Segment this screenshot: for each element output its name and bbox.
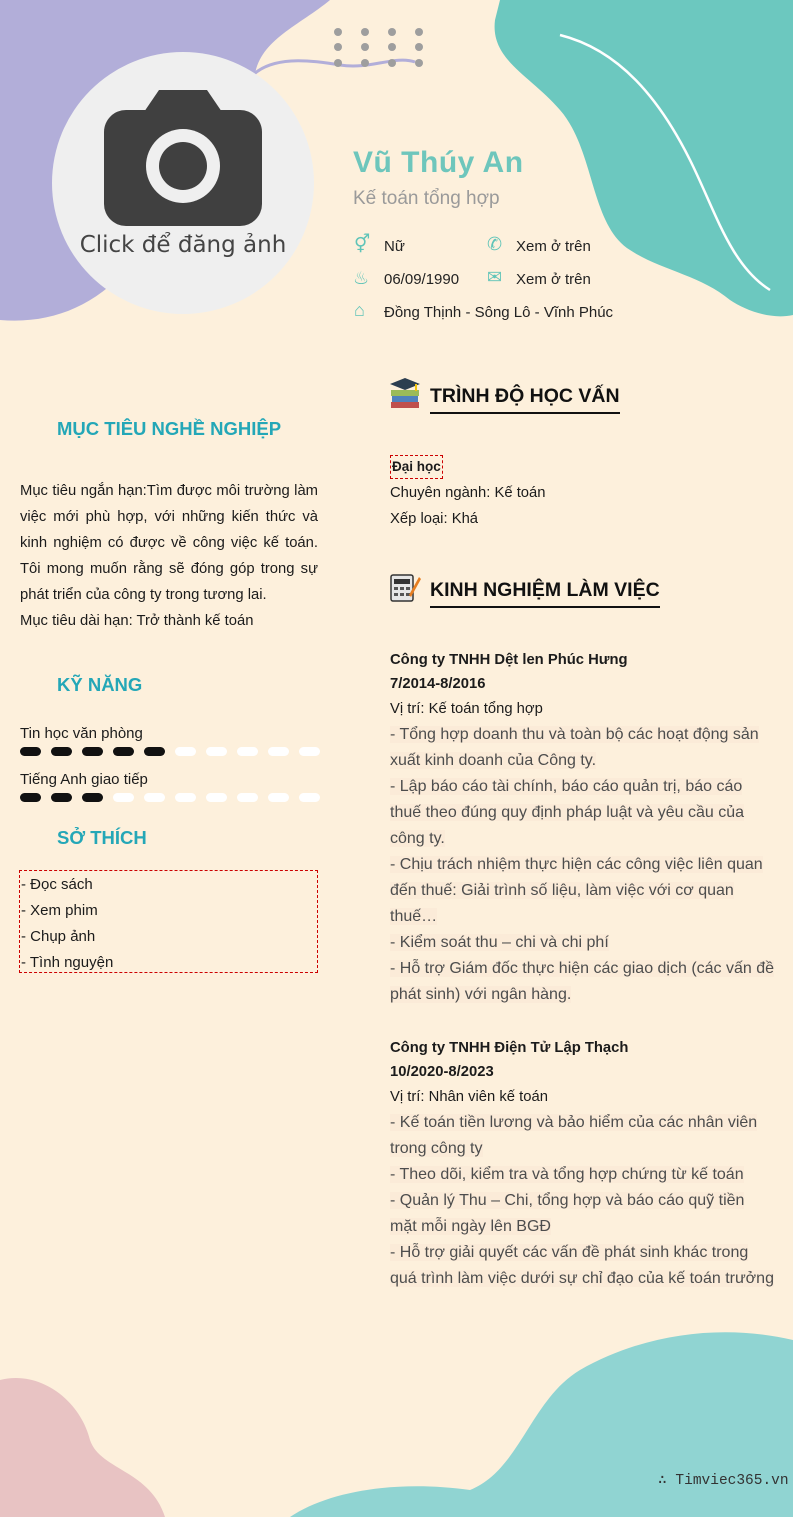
job-company: Công ty TNHH Điện Tử Lập Thạch xyxy=(390,1040,629,1056)
skill-label: Tiếng Anh giao tiếp xyxy=(20,771,148,788)
education-degree: Đại học xyxy=(390,455,443,479)
home-icon: ⌂ xyxy=(354,300,365,320)
skill-dash-empty xyxy=(237,793,258,802)
objective-text xyxy=(20,478,318,634)
job-duty: - Kiểm soát thu – chi và chi phí xyxy=(390,934,609,951)
job-position: Vị trí: Nhân viên kế toán xyxy=(390,1089,548,1105)
hobbies-heading: SỞ THÍCH xyxy=(57,827,147,848)
skill-dash-filled xyxy=(144,747,165,756)
skill-dash-filled xyxy=(20,747,41,756)
education-grade: Xếp loại: Khá xyxy=(390,511,479,527)
candidate-title: Kế toán tổng hợp xyxy=(353,188,500,209)
avatar-upload[interactable] xyxy=(52,52,314,314)
teal-bottom-blob xyxy=(290,1332,793,1517)
hobby-item: - Chụp ảnh xyxy=(21,928,96,945)
experience-heading: KINH NGHIỆM LÀM VIỆC xyxy=(430,579,660,608)
pink-blob xyxy=(0,1378,165,1517)
skill-label: Tin học văn phòng xyxy=(20,725,143,742)
job-duty: - Tổng hợp doanh thu và toàn bộ các hoạt động sản xuất kinh doanh của Công ty. xyxy=(390,726,759,769)
job-duty: - Quản lý Thu – Chi, tổng hợp và báo cáo quỹ tiền mặt mỗi ngày lên BGĐ xyxy=(390,1192,745,1235)
objective-heading: MỤC TIÊU NGHỀ NGHIỆP xyxy=(57,418,282,439)
birthday-cake-icon: ♨ xyxy=(353,268,370,288)
objective-long-term: Mục tiêu dài hạn: Trở thành kế toán xyxy=(20,613,254,629)
skill-dash-empty xyxy=(175,793,196,802)
candidate-name: Vũ Thúy An xyxy=(353,146,524,179)
job-entry xyxy=(390,648,775,1008)
camera-icon xyxy=(104,90,262,226)
skill-dash-empty xyxy=(299,747,320,756)
hobby-item: - Đọc sách xyxy=(21,876,93,893)
address-value: Đồng Thịnh - Sông Lô - Vĩnh Phúc xyxy=(384,304,614,321)
gender-icon: ⚥ xyxy=(354,234,371,254)
skills-heading: KỸ NĂNG xyxy=(57,674,143,695)
skill-dash-filled xyxy=(82,793,103,802)
education-books-icon xyxy=(389,378,421,410)
work-experience-icon xyxy=(389,571,421,603)
birthday-value: 06/09/1990 xyxy=(384,271,460,288)
skill-dash-filled xyxy=(20,793,41,802)
skill-dash-empty xyxy=(206,793,227,802)
phone-value: Xem ở trên xyxy=(516,238,591,255)
skill-dash-empty xyxy=(237,747,258,756)
job-duty: - Lập báo cáo tài chính, báo cáo quản trị, báo cáo thuế theo đúng quy định pháp luật và yêu cầu của công ty. xyxy=(390,778,745,847)
email-value: Xem ở trên xyxy=(516,271,591,288)
skill-dash-filled xyxy=(82,747,103,756)
skill-rating xyxy=(20,747,320,756)
skill-dash-empty xyxy=(175,747,196,756)
job-duty: - Hỗ trợ giải quyết các vấn đề phát sinh khác trong quá trình làm việc dưới sự chỉ đạo của kế toán trưởng xyxy=(390,1244,774,1287)
skill-dash-empty xyxy=(113,793,134,802)
skill-dash-empty xyxy=(144,793,165,802)
teal-blob xyxy=(495,0,793,316)
skill-dash-empty xyxy=(299,793,320,802)
hobby-item: - Tình nguyện xyxy=(21,954,114,971)
skill-rating xyxy=(20,793,320,802)
skill-dash-filled xyxy=(113,747,134,756)
job-period: 7/2014-8/2016 xyxy=(390,676,486,692)
job-duty: - Theo dõi, kiểm tra và tổng hợp chứng từ kế toán xyxy=(390,1166,744,1183)
gender-value: Nữ xyxy=(384,238,405,255)
job-company: Công ty TNHH Dệt len Phúc Hưng xyxy=(390,652,628,668)
hobbies-list xyxy=(19,870,318,973)
job-period: 10/2020-8/2023 xyxy=(390,1064,494,1080)
phone-icon: ✆ xyxy=(487,234,503,254)
objective-short-term: Mục tiêu ngắn hạn:Tìm được môi trường làm việc mới phù hợp, với những kiến thức và kinh nghiệm có được về công việc kế toán. Tôi mong muốn rằng sẽ đóng góp trong sự phát triển của công ty trong tương lai. xyxy=(20,483,318,603)
job-duty: - Kế toán tiền lương và bảo hiểm của các nhân viên trong công ty xyxy=(390,1114,758,1157)
education-block xyxy=(390,454,546,532)
education-major: Chuyên ngành: Kế toán xyxy=(390,485,546,501)
email-icon: ✉ xyxy=(487,267,503,287)
skill-dash-empty xyxy=(268,793,289,802)
job-duty: - Chịu trách nhiệm thực hiện các công việc liên quan đến thuế: Giải trình số liệu, làm việc với cơ quan thuế… xyxy=(390,856,763,925)
skill-dash-filled xyxy=(51,747,72,756)
skill-dash-filled xyxy=(51,793,72,802)
hobby-item: - Xem phim xyxy=(21,902,98,919)
job-duty: - Hỗ trợ Giám đốc thực hiện các giao dịch (các vấn đề phát sinh) với ngân hàng. xyxy=(390,960,775,1003)
education-heading: TRÌNH ĐỘ HỌC VẤN xyxy=(430,385,620,414)
job-position: Vị trí: Kế toán tổng hợp xyxy=(390,701,543,717)
skill-dash-empty xyxy=(268,747,289,756)
brand-watermark: ∴ Timviec365.vn xyxy=(658,1473,789,1489)
avatar-caption: Click để đăng ảnh xyxy=(79,232,287,258)
skill-dash-empty xyxy=(206,747,227,756)
job-entry xyxy=(390,1036,775,1292)
